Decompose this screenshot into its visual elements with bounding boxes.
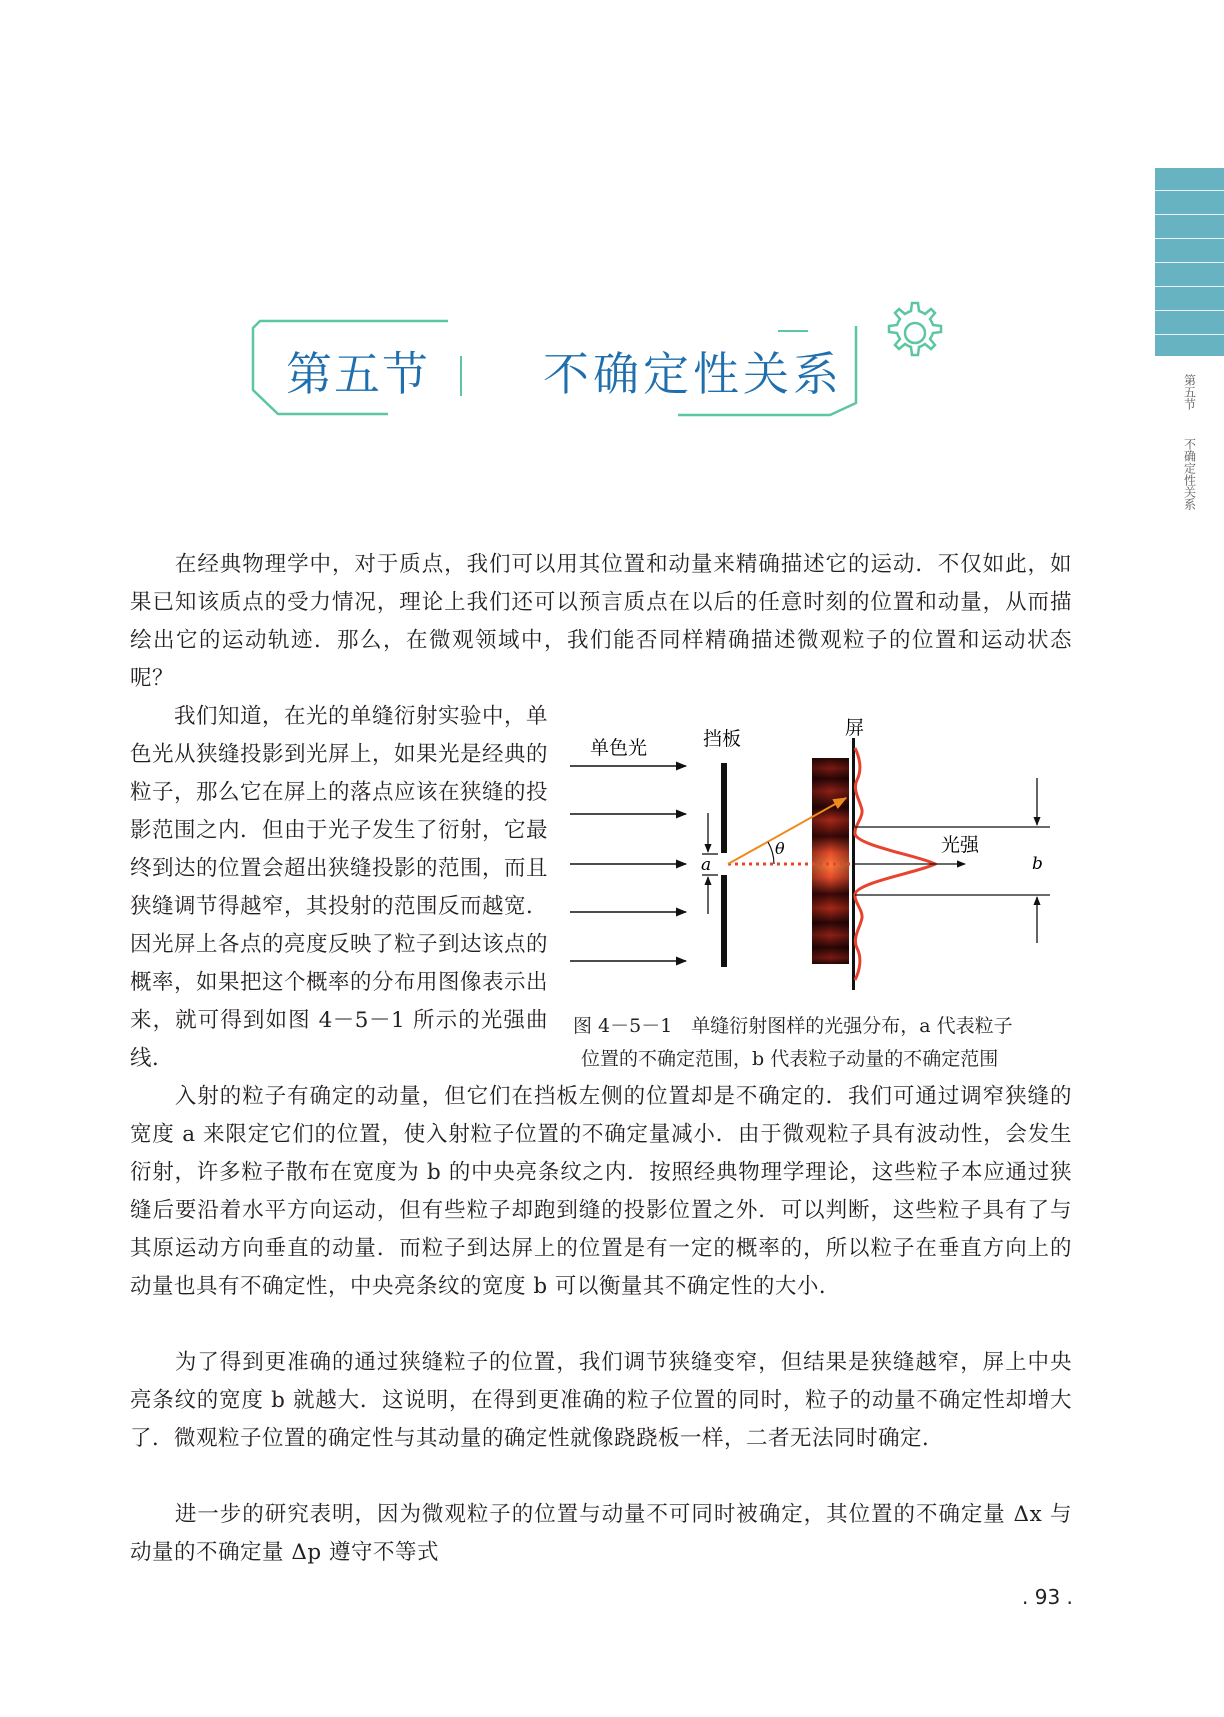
incident-light-arrows xyxy=(570,766,686,961)
label-barrier: 挡板 xyxy=(703,728,742,750)
figure-caption xyxy=(573,1010,1073,1076)
page-number: . 93 . xyxy=(1022,1585,1073,1609)
label-theta: θ xyxy=(775,839,785,858)
caption-line-1: 图 4－5－1 单缝衍射图样的光强分布，a 代表粒子 xyxy=(573,1015,1013,1037)
section-title-block xyxy=(248,318,918,418)
side-section-label xyxy=(1155,368,1224,522)
section-title: 不确定性关系 xyxy=(543,347,843,401)
paragraph-3: 入射的粒子有确定的动量，但它们在挡板左侧的位置却是不确定的．我们可通过调窄狭缝的宽度 a 来限定它们的位置，使入射粒子位置的不确定量减小．由于微观粒子具有波动性，会发生衍射，许多粒子散布在宽度为 b 的中央亮条纹之内．按照经典物理学理论，这些粒子本应通过狭缝后要沿着水平方向运动，但有些粒子却跑到缝的投影位置之外．可以判断，这些粒子具有了与其原运动方向垂直的动量．而粒子到达屏上的位置是有一定的概率的，所以粒子在垂直方向上的动量也具有不确定性，中央亮条纹的宽度 b 可以衡量其不确定性的大小． xyxy=(130,1084,1072,1299)
barrier-bottom xyxy=(721,875,727,967)
side-section-number: 第五节 xyxy=(1182,374,1197,410)
label-screen: 屏 xyxy=(845,718,865,739)
gear-icon xyxy=(880,298,950,368)
label-monochromatic-light: 单色光 xyxy=(590,737,648,759)
label-a: a xyxy=(701,855,712,875)
paragraph-1: 在经典物理学中，对于质点，我们可以用其位置和动量来精确描述它的运动．不仅如此，如果已知该质点的受力情况，理论上我们还可以预言质点在以后的任意时刻的位置和动量，从而描绘出它的运动轨迹．那么，在微观领域中，我们能否同样精确描述微观粒子的位置和运动状态呢？ xyxy=(130,552,1072,691)
paragraph-4: 为了得到更准确的通过狭缝粒子的位置，我们调节狭缝变窄，但结果是狭缝越窄，屏上中央亮条纹的宽度 b 就越大．这说明，在得到更准确的粒子位置的同时，粒子的动量不确定性却增大了．微观粒子位置的确定性与其动量的确定性就像跷跷板一样，二者无法同时确定． xyxy=(130,1350,1072,1451)
screen xyxy=(852,738,855,990)
single-slit-diagram xyxy=(560,718,1080,1000)
paragraph-2: 我们知道，在光的单缝衍射实验中，单色光从狭缝投影到光屏上，如果光是经典的粒子，那么它在屏上的落点应该在狭缝的投影范围之内．但由于光子发生了衍射，它最终到达的位置会超出狭缝投影的范围，而且狭缝调节得越窄，其投射的范围反而越宽．因光屏上各点的亮度反映了粒子到达该点的概率，如果把这个概率的分布用图像表示出来，就可得到如图 4－5－1 所示的光强曲线． xyxy=(130,704,549,1071)
side-section-title: 不确定性关系 xyxy=(1182,438,1197,510)
section-number: 第五节 xyxy=(286,347,430,401)
chapter-side-tab xyxy=(1155,168,1224,356)
label-intensity: 光强 xyxy=(941,834,980,856)
caption-line-2: 位置的不确定范围，b 代表粒子动量的不确定范围 xyxy=(581,1048,999,1070)
barrier-top xyxy=(721,763,727,853)
paragraph-5: 进一步的研究表明，因为微观粒子的位置与动量不可同时被确定，其位置的不确定量 Δx 与动量的不确定量 Δp 遵守不等式 xyxy=(130,1502,1072,1565)
label-b: b xyxy=(1032,854,1043,874)
